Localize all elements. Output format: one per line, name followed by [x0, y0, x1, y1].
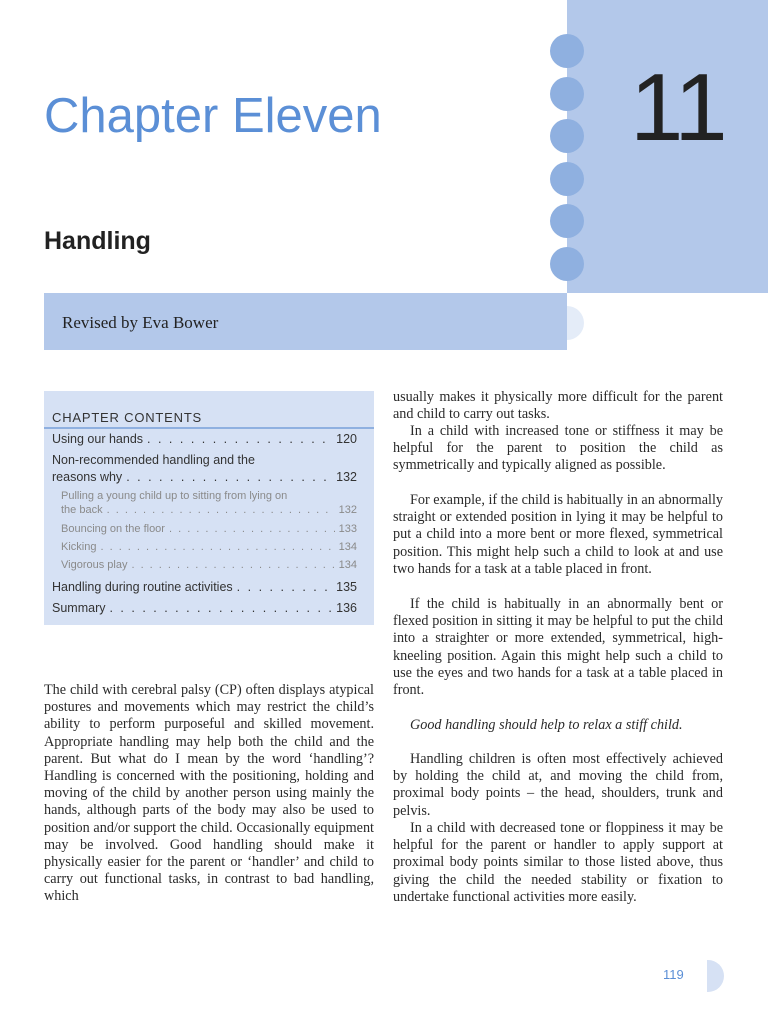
toc-entry-page: 136 — [336, 601, 357, 615]
toc-entry-page: 132 — [336, 470, 357, 484]
toc-entry-page: 120 — [336, 432, 357, 446]
binder-ring-icon — [550, 34, 584, 68]
toc-leader — [237, 580, 332, 594]
toc-entry[interactable] — [52, 580, 357, 594]
binder-ring-icon — [550, 204, 584, 238]
chapter-title — [44, 89, 382, 143]
toc-leader — [126, 470, 332, 484]
body-paragraph: usually makes it physically more difficult for the parent and child to carry out tasks. — [393, 389, 723, 423]
toc-subentry-page: 134 — [338, 559, 357, 571]
author-line: Revised by Eva Bower — [62, 313, 219, 332]
toc-entry-label-line2: reasons why — [52, 470, 123, 484]
toc-entry-label: Handling during routine activities — [52, 580, 233, 594]
contents-heading: CHAPTER CONTENTS — [52, 410, 203, 425]
toc-subentry-page: 133 — [338, 523, 357, 535]
body-paragraph: If the child is habitually in an abnormally bent or flexed position in sitting it may be helpful to put the child into a straighter or more extended, symmetrical, high-kneeling position. Again this might help such a child to use the eyes and two hands for a task at a table placed in front. — [393, 596, 723, 699]
toc-entry[interactable] — [52, 601, 357, 615]
body-paragraph: In a child with decreased tone or floppiness it may be helpful for the parent or handler to apply support at proximal body points similar to those listed above, thus giving the child the needed stability or fixation to undertake functional activities more easily. — [393, 820, 723, 905]
page-tab-icon — [707, 960, 724, 992]
toc-leader — [131, 559, 334, 571]
toc-subentry-label-line1: Pulling a young child up to sitting from lying on — [61, 490, 288, 502]
toc-entry-label: Using our hands — [52, 432, 144, 446]
binder-ring-icon — [550, 119, 584, 153]
chapter-title-word: Chapter — [44, 89, 219, 143]
toc-entry-page: 135 — [336, 580, 357, 594]
toc-subentry[interactable] — [61, 541, 357, 553]
callout-text: Good handling should help to relax a stiff child. — [410, 717, 683, 733]
body-paragraph: In a child with increased tone or stiffness it may be helpful for the parent to position the child as symmetrically and typically aligned as possible. — [393, 423, 723, 474]
toc-subentry-label-line2: the back — [61, 504, 103, 516]
body-paragraph: For example, if the child is habitually in an abnormally straight or extended position in lying it may be helpful to put a child into a more bent or more flexed, symmetrical position. This might help such a child to look at and use two hands for a task at a table placed in front. — [393, 492, 723, 577]
body-paragraph: The child with cerebral palsy (CP) often displays atypical postures and movements which may restrict the child’s ability to perform purposeful and skilled movement. Appropriate handling may help both the child and the parent. But what do I mean by the word ‘handling’? Handling is concerned with the positioning, holding and moving of the child by another person using mainly the hands, although parts of the body may also be used to position and/or support the child. Occasionally equipment may be involved. Good handling should make it physically easier for the parent or ‘handler’ and child to carry out functional tasks, in contrast to bad handling, which — [44, 682, 374, 905]
toc-leader — [147, 432, 332, 446]
chapter-contents-box — [44, 391, 374, 625]
binder-ring-icon — [550, 247, 584, 281]
toc-subentry[interactable] — [61, 559, 357, 571]
toc-leader — [109, 601, 332, 615]
toc-subentry-label: Bouncing on the floor — [61, 523, 165, 535]
toc-subentry-label: Kicking — [61, 541, 97, 553]
toc-subentry[interactable] — [61, 504, 357, 516]
body-paragraph: Handling children is often most effectively achieved by holding the child at, and moving the child from, proximal body points – the head, shoulders, trunk and pelvis. — [393, 751, 723, 819]
chapter-number: 11 — [630, 54, 726, 161]
toc-leader — [107, 504, 335, 516]
toc-entry-label-line1: Non-recommended handling and the — [52, 453, 255, 467]
toc-subentry[interactable] — [61, 523, 357, 535]
toc-leader — [100, 541, 334, 553]
toc-leader — [169, 523, 335, 535]
toc-subentry-label: Vigorous play — [61, 559, 128, 571]
toc-subentry-page: 132 — [338, 504, 357, 516]
contents-divider — [44, 427, 374, 429]
toc-subentry-page: 134 — [338, 541, 357, 553]
toc-entry-label: Summary — [52, 601, 106, 615]
binder-ring-icon — [550, 162, 584, 196]
author-band — [44, 293, 567, 350]
toc-entry[interactable] — [52, 432, 357, 446]
chapter-title-number-word: Eleven — [231, 89, 382, 143]
page-number: 119 — [663, 967, 684, 982]
toc-entry[interactable] — [52, 470, 357, 484]
binder-ring-icon — [550, 77, 584, 111]
section-title: Handling — [44, 227, 151, 255]
